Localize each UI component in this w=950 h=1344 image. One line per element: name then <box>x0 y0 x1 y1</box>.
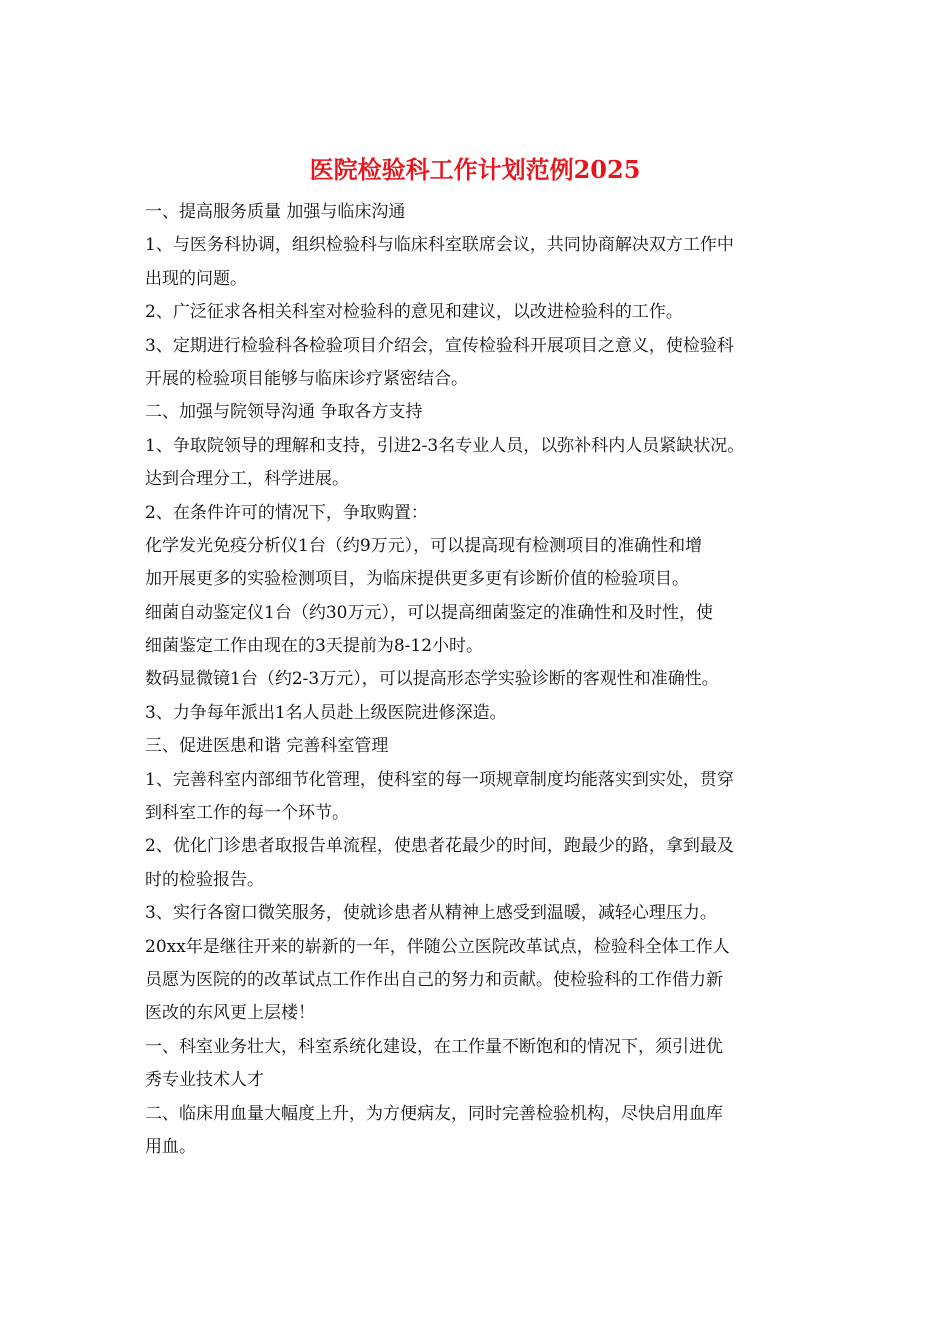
paragraph-line: 细菌自动鉴定仪1台（约30万元），可以提高细菌鉴定的准确性和及时性，使 <box>145 602 713 623</box>
paragraph-line: 化学发光免疫分析仪1台（约9万元），可以提高现有检测项目的准确性和增 <box>145 535 703 556</box>
paragraph-line: 3、力争每年派出1名人员赴上级医院进修深造。 <box>145 702 507 723</box>
paragraph-line: 用血。 <box>145 1136 196 1157</box>
paragraph-line: 到科室工作的每一个环节。 <box>145 803 349 824</box>
paragraph-line: 1、完善科室内部细节化管理，使科室的每一项规章制度均能落实到实处，贯穿 <box>145 769 734 790</box>
section-heading-1: 一、提高服务质量 加强与临床沟通 <box>145 202 406 222</box>
paragraph-line: 2、广泛征求各相关科室对检验科的意见和建议，以改进检验科的工作。 <box>145 302 683 323</box>
paragraph-line: 细菌鉴定工作由现在的3天提前为8-12小时。 <box>145 636 484 657</box>
paragraph-line: 加开展更多的实验检测项目，为临床提供更多更有诊断价值的检验项目。 <box>145 569 689 590</box>
paragraph-line: 数码显微镜1台（约2-3万元），可以提高形态学实验诊断的客观性和准确性。 <box>145 669 719 690</box>
paragraph-line: 1、争取院领导的理解和支持，引进2-3名专业人员，以弥补科内人员紧缺状况。 <box>145 435 745 456</box>
document-title: 医院检验科工作计划范例2025 <box>309 155 641 184</box>
paragraph-line: 2、优化门诊患者取报告单流程，使患者花最少的时间，跑最少的路，拿到最及 <box>145 836 734 857</box>
paragraph-line: 2、在条件许可的情况下，争取购置： <box>145 502 428 523</box>
paragraph-line: 秀专业技术人才 <box>145 1070 264 1091</box>
document-body <box>145 196 815 1164</box>
paragraph-line: 3、定期进行检验科各检验项目介绍会，宣传检验科开展项目之意义，使检验科 <box>145 335 734 356</box>
paragraph-line: 达到合理分工，科学进展。 <box>145 469 349 490</box>
paragraph-line: 3、实行各窗口微笑服务，使就诊患者从精神上感受到温暖，减轻心理压力。 <box>145 903 717 924</box>
paragraph-line: 1、与医务科协调，组织检验科与临床科室联席会议，共同协商解决双方工作中 <box>145 235 734 256</box>
paragraph-line: 开展的检验项目能够与临床诊疗紧密结合。 <box>145 368 468 389</box>
paragraph-line: 出现的问题。 <box>145 268 247 289</box>
paragraph-line: 20xx年是继往开来的崭新的一年，伴随公立医院改革试点，检验科全体工作人 <box>145 936 730 957</box>
section-heading-3: 三、促进医患和谐 完善科室管理 <box>145 736 389 757</box>
paragraph-line: 一、科室业务壮大，科室系统化建设，在工作量不断饱和的情况下，须引进优 <box>145 1036 723 1057</box>
paragraph-line: 时的检验报告。 <box>145 869 264 890</box>
paragraph-line: 医改的东风更上层楼！ <box>145 1003 315 1024</box>
section-heading-2: 二、加强与院领导沟通 争取各方支持 <box>145 402 423 423</box>
paragraph-line: 员愿为医院的的改革试点工作作出自己的努力和贡献。使检验科的工作借力新 <box>145 969 723 990</box>
paragraph-line: 二、临床用血量大幅度上升，为方便病友，同时完善检验机构，尽快启用血库 <box>145 1103 723 1124</box>
